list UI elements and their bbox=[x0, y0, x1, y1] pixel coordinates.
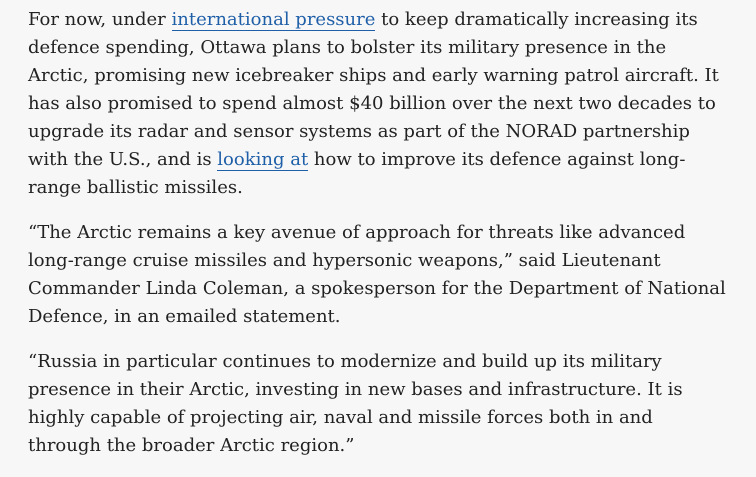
link-international-pressure[interactable]: international pressure bbox=[171, 9, 376, 30]
paragraph-coleman-quote bbox=[28, 219, 728, 331]
paragraph-text: how to improve its defence against long-range ballistic missiles. bbox=[28, 149, 686, 198]
article-body bbox=[28, 6, 728, 477]
paragraph-text: For now, under bbox=[28, 9, 172, 30]
paragraph-text: to keep dramatically increasing its defence spending, Ottawa plans to bolster its military presence in the Arctic, promising new icebreaker ships and early warning patrol aircraft. It has also promised to spend almost $40 billion over the next two decades to upgrade its radar and sensor systems as part of the NORAD partnership with the U.S., and is bbox=[28, 9, 719, 170]
paragraph-text: “Russia in particular continues to modernize and build up its military presence in their Arctic, investing in new bases and infrastructure. It is highly capable of projecting air, naval and missile forces both in and through the broader Arctic region.” bbox=[28, 351, 683, 456]
paragraph-defence-spending bbox=[28, 6, 728, 202]
paragraph-text: “The Arctic remains a key avenue of approach for threats like advanced long-range cruise missiles and hypersonic weapons,” said Lieutenant Commander Linda Coleman, a spokesperson for the Department of National Defence, in an emailed statement. bbox=[28, 222, 726, 327]
link-looking-at[interactable]: looking at bbox=[217, 149, 309, 170]
paragraph-russia-quote bbox=[28, 348, 728, 460]
